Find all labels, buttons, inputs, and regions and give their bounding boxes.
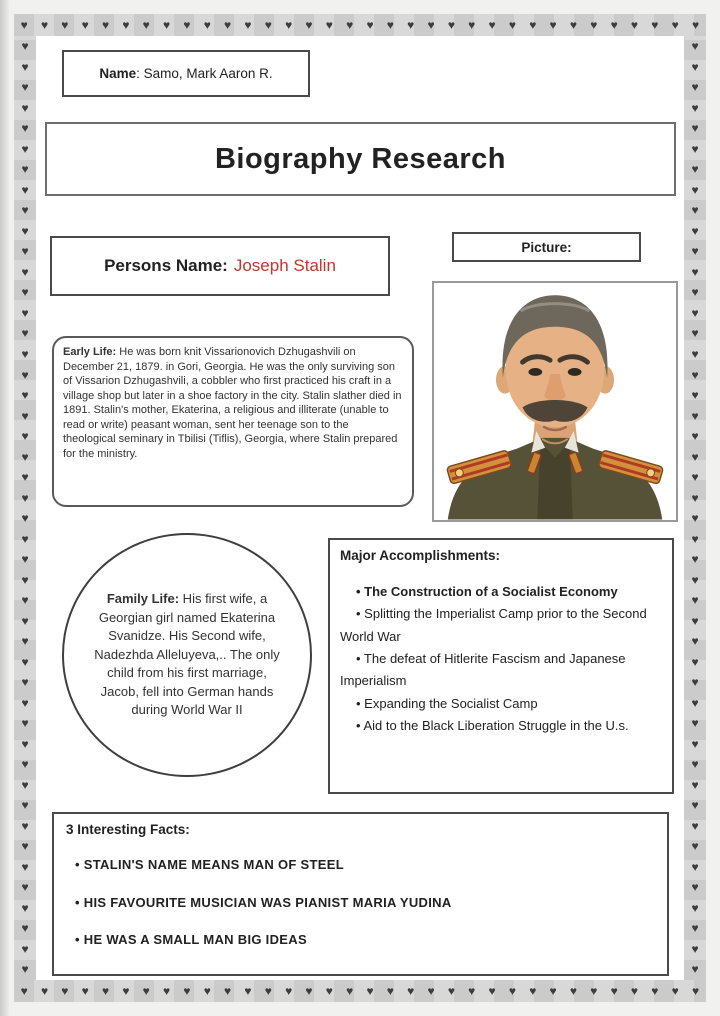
border-ornament-icon: ♥ <box>529 984 537 998</box>
border-ornament-icon: ♥ <box>21 100 29 115</box>
border-ornament-icon: ♥ <box>81 984 89 998</box>
border-ornament-icon: ♥ <box>691 695 699 710</box>
border-ornament-icon: ♥ <box>305 18 313 32</box>
border-ornament-icon: ♥ <box>610 18 618 32</box>
picture-label: Picture: <box>521 239 572 255</box>
border-ornament-icon: ♥ <box>21 511 29 526</box>
border-ornament-icon: ♥ <box>325 984 333 998</box>
border-ornament-icon: ♥ <box>40 18 49 32</box>
border-ornament-icon: ♥ <box>610 984 618 998</box>
border-ornament-icon: ♥ <box>691 736 699 751</box>
border-ornament-icon: ♥ <box>590 984 598 998</box>
border-ornament-icon: ♥ <box>671 18 679 32</box>
border-ornament-icon: ♥ <box>691 511 699 526</box>
border-ornament-icon: ♥ <box>21 162 29 177</box>
border-ornament-icon: ♥ <box>508 18 516 32</box>
border-ornament-icon: ♥ <box>21 593 29 608</box>
border-ornament-icon: ♥ <box>691 305 699 320</box>
border-ornament-icon: ♥ <box>691 531 699 546</box>
border-ornament-icon: ♥ <box>21 346 29 361</box>
border-ornament-icon: ♥ <box>691 429 699 444</box>
border-ornament-icon: ♥ <box>691 244 699 259</box>
border-ornament-icon: ♥ <box>691 818 699 833</box>
border-ornament-icon: ♥ <box>468 984 476 998</box>
early-life-label: Early Life: <box>63 346 117 358</box>
border-ornament-icon: ♥ <box>61 18 69 32</box>
border-ornament-icon: ♥ <box>20 18 28 32</box>
border-ornament-icon: ♥ <box>447 18 455 32</box>
border-ornament-icon: ♥ <box>224 18 232 32</box>
border-ornament-icon: ♥ <box>285 18 293 32</box>
border-ornament-icon: ♥ <box>224 984 232 998</box>
border-ornament-icon: ♥ <box>21 880 29 895</box>
border-ornament-icon: ♥ <box>21 80 29 95</box>
border-ornament-icon: ♥ <box>488 18 496 32</box>
border-ornament-icon: ♥ <box>366 18 374 32</box>
border-ornament-icon: ♥ <box>691 285 699 300</box>
border-ornament-icon: ♥ <box>691 39 699 54</box>
border-ornament-icon: ♥ <box>691 59 699 74</box>
border-ornament-icon: ♥ <box>691 141 699 156</box>
border-ornament-icon: ♥ <box>691 757 699 772</box>
border-ornament-icon: ♥ <box>264 18 272 32</box>
border-ornament-icon: ♥ <box>21 388 29 403</box>
border-ornament-icon: ♥ <box>386 18 394 32</box>
border-ornament-icon: ♥ <box>21 941 29 956</box>
border-ornament-icon: ♥ <box>203 984 211 998</box>
border-ornament-icon: ♥ <box>21 182 29 197</box>
border-ornament-icon: ♥ <box>691 941 699 956</box>
early-life-section <box>52 336 414 507</box>
border-ornament-icon: ♥ <box>61 984 69 998</box>
border-ornament-icon: ♥ <box>21 141 29 156</box>
border-ornament-icon: ♥ <box>691 182 699 197</box>
border-ornament-icon: ♥ <box>305 984 313 998</box>
list-item: • HIS FAVOURITE MUSICIAN WAS PIANIST MARIA YUDINA <box>75 894 452 910</box>
list-item: • Splitting the Imperialist Camp prior to the Second World War <box>340 606 647 644</box>
page-title: Biography Research <box>214 142 507 175</box>
border-strip-bottom <box>14 980 706 1002</box>
border-ornament-icon: ♥ <box>21 859 29 874</box>
border-ornament-icon: ♥ <box>549 984 557 998</box>
border-ornament-icon: ♥ <box>691 490 699 505</box>
border-ornament-icon: ♥ <box>285 984 293 998</box>
border-ornament-icon: ♥ <box>21 367 29 382</box>
border-ornament-icon: ♥ <box>21 429 29 444</box>
person-name-box <box>50 236 390 296</box>
border-ornament-icon: ♥ <box>691 326 699 341</box>
border-ornament-icon: ♥ <box>81 18 89 32</box>
border-ornament-icon: ♥ <box>21 449 29 464</box>
border-ornament-icon: ♥ <box>40 984 49 998</box>
family-life-section <box>62 533 312 777</box>
student-name-box <box>62 50 310 97</box>
border-ornament-icon: ♥ <box>21 305 29 320</box>
border-ornament-icon: ♥ <box>325 18 333 32</box>
border-ornament-icon: ♥ <box>21 921 29 936</box>
border-ornament-icon: ♥ <box>21 654 29 669</box>
border-ornament-icon: ♥ <box>346 984 354 998</box>
list-item: • STALIN'S NAME MEANS MAN OF STEEL <box>75 857 344 872</box>
border-ornament-icon: ♥ <box>569 984 578 998</box>
border-ornament-icon: ♥ <box>203 18 211 32</box>
border-ornament-icon: ♥ <box>21 613 29 628</box>
border-ornament-icon: ♥ <box>651 18 659 32</box>
border-ornament-icon: ♥ <box>691 839 699 854</box>
person-name-label: Persons Name: <box>104 256 228 275</box>
border-ornament-icon: ♥ <box>691 449 699 464</box>
border-ornament-icon: ♥ <box>346 18 354 32</box>
border-ornament-icon: ♥ <box>691 798 699 813</box>
border-ornament-icon: ♥ <box>20 984 28 998</box>
border-ornament-icon: ♥ <box>691 346 699 361</box>
border-ornament-icon: ♥ <box>691 634 699 649</box>
border-ornament-icon: ♥ <box>21 326 29 341</box>
border-ornament-icon: ♥ <box>244 984 252 998</box>
border-ornament-icon: ♥ <box>691 162 699 177</box>
border-strip-left <box>14 36 36 980</box>
border-ornament-icon: ♥ <box>691 388 699 403</box>
border-ornament-icon: ♥ <box>691 675 699 690</box>
border-ornament-icon: ♥ <box>101 18 110 32</box>
border-ornament-icon: ♥ <box>691 716 699 731</box>
border-ornament-icon: ♥ <box>569 18 578 32</box>
picture-label-box <box>452 232 641 262</box>
border-ornament-icon: ♥ <box>21 223 29 238</box>
border-ornament-icon: ♥ <box>691 962 699 977</box>
border-ornament-icon: ♥ <box>691 572 699 587</box>
border-ornament-icon: ♥ <box>590 18 598 32</box>
border-ornament-icon: ♥ <box>691 203 699 218</box>
border-ornament-icon: ♥ <box>21 59 29 74</box>
stalin-portrait-image <box>434 283 676 520</box>
name-value: : Samo, Mark Aaron R. <box>136 66 273 81</box>
border-ornament-icon: ♥ <box>183 984 191 998</box>
border-ornament-icon: ♥ <box>691 900 699 915</box>
border-strip-right <box>684 36 706 980</box>
border-ornament-icon: ♥ <box>21 244 29 259</box>
border-ornament-icon: ♥ <box>21 900 29 915</box>
border-ornament-icon: ♥ <box>691 408 699 423</box>
accomplishments-heading: Major Accomplishments: <box>340 548 501 563</box>
border-ornament-icon: ♥ <box>488 984 496 998</box>
border-ornament-icon: ♥ <box>21 531 29 546</box>
border-ornament-icon: ♥ <box>691 18 700 32</box>
border-ornament-icon: ♥ <box>101 984 110 998</box>
border-ornament-icon: ♥ <box>691 470 699 485</box>
border-ornament-icon: ♥ <box>691 367 699 382</box>
border-ornament-icon: ♥ <box>21 634 29 649</box>
border-ornament-icon: ♥ <box>529 18 537 32</box>
facts-list <box>66 855 655 950</box>
border-ornament-icon: ♥ <box>21 818 29 833</box>
border-ornament-icon: ♥ <box>21 121 29 136</box>
border-ornament-icon: ♥ <box>122 984 130 998</box>
border-ornament-icon: ♥ <box>691 921 699 936</box>
border-ornament-icon: ♥ <box>691 593 699 608</box>
border-ornament-icon: ♥ <box>427 18 435 32</box>
border-ornament-icon: ♥ <box>691 880 699 895</box>
border-ornament-icon: ♥ <box>366 984 374 998</box>
border-ornament-icon: ♥ <box>691 223 699 238</box>
border-ornament-icon: ♥ <box>691 121 699 136</box>
person-name-value: Joseph Stalin <box>233 256 336 275</box>
border-ornament-icon: ♥ <box>122 18 130 32</box>
family-life-label: Family Life: <box>106 591 180 607</box>
border-ornament-icon: ♥ <box>21 408 29 423</box>
border-ornament-icon: ♥ <box>21 470 29 485</box>
border-ornament-icon: ♥ <box>691 80 699 95</box>
name-label: Name <box>99 66 137 81</box>
page-edge-shadow <box>0 0 10 1016</box>
border-ornament-icon: ♥ <box>21 757 29 772</box>
border-ornament-icon: ♥ <box>651 984 659 998</box>
border-ornament-icon: ♥ <box>21 39 29 54</box>
border-ornament-icon: ♥ <box>142 18 150 32</box>
border-ornament-icon: ♥ <box>142 984 150 998</box>
list-item: • The Construction of a Socialist Economy <box>356 584 618 599</box>
border-ornament-icon: ♥ <box>21 736 29 751</box>
border-ornament-icon: ♥ <box>630 18 639 32</box>
border-ornament-icon: ♥ <box>691 100 699 115</box>
border-ornament-icon: ♥ <box>691 984 700 998</box>
border-ornament-icon: ♥ <box>407 984 415 998</box>
border-ornament-icon: ♥ <box>691 654 699 669</box>
border-ornament-icon: ♥ <box>447 984 455 998</box>
border-ornament-icon: ♥ <box>508 984 516 998</box>
border-ornament-icon: ♥ <box>21 490 29 505</box>
border-ornament-icon: ♥ <box>427 984 435 998</box>
border-ornament-icon: ♥ <box>21 572 29 587</box>
border-ornament-icon: ♥ <box>549 18 557 32</box>
border-ornament-icon: ♥ <box>691 613 699 628</box>
border-ornament-icon: ♥ <box>21 962 29 977</box>
border-ornament-icon: ♥ <box>407 18 415 32</box>
border-ornament-icon: ♥ <box>691 777 699 792</box>
border-ornament-icon: ♥ <box>21 695 29 710</box>
border-ornament-icon: ♥ <box>691 264 699 279</box>
border-ornament-icon: ♥ <box>691 859 699 874</box>
border-ornament-icon: ♥ <box>21 203 29 218</box>
list-item: • The defeat of Hitlerite Fascism and Japanese Imperialism <box>340 651 626 689</box>
list-item: • HE WAS A SMALL MAN BIG IDEAS <box>75 932 307 947</box>
border-ornament-icon: ♥ <box>630 984 639 998</box>
border-ornament-icon: ♥ <box>21 285 29 300</box>
border-ornament-icon: ♥ <box>264 984 272 998</box>
border-ornament-icon: ♥ <box>468 18 476 32</box>
border-ornament-icon: ♥ <box>244 18 252 32</box>
list-item: • Aid to the Black Liberation Struggle in the U.s. <box>356 718 629 734</box>
border-ornament-icon: ♥ <box>163 984 171 998</box>
border-ornament-icon: ♥ <box>671 984 679 998</box>
worksheet-title-box <box>45 122 676 196</box>
border-ornament-icon: ♥ <box>21 675 29 690</box>
facts-section <box>52 812 669 976</box>
border-ornament-icon: ♥ <box>21 777 29 792</box>
border-ornament-icon: ♥ <box>21 264 29 279</box>
border-ornament-icon: ♥ <box>163 18 171 32</box>
accomplishments-section <box>328 538 674 794</box>
accomplishments-list <box>340 581 662 738</box>
border-ornament-icon: ♥ <box>183 18 191 32</box>
border-ornament-icon: ♥ <box>21 798 29 813</box>
border-ornament-icon: ♥ <box>21 552 29 567</box>
border-ornament-icon: ♥ <box>21 716 29 731</box>
facts-heading: 3 Interesting Facts: <box>66 822 190 837</box>
border-strip-top <box>14 14 706 36</box>
border-ornament-icon: ♥ <box>386 984 394 998</box>
list-item: • Expanding the Socialist Camp <box>356 695 538 711</box>
family-life-text: His first wife, a Georgian girl named Ekaterina Svanidze. His Second wife, Nadezhda Alleluyeva,.. The only child from his first marriage, Jacob, fell into German hands during World War II <box>94 591 280 718</box>
family-life-content <box>89 590 285 719</box>
border-ornament-icon: ♥ <box>21 839 29 854</box>
border-ornament-icon: ♥ <box>691 552 699 567</box>
early-life-text: He was born knit Vissarionovich Dzhugashvili on December 21, 1879. in Gori, Georgia. He was the only surviving son of Vissarion Dzhugashvili, a cobbler who first practiced his craft in a village shop but later in a shoe factory in the city. Stalin slather died in 1891. Stalin's mother, Ekaterina, a religious and illiterate (unable to read or write) peasant woman, sent her teenage son to the theological seminary in Tbilisi (Tiflis), Georgia, where Stalin prepared for the ministry. <box>63 346 402 460</box>
portrait-frame <box>432 281 678 522</box>
